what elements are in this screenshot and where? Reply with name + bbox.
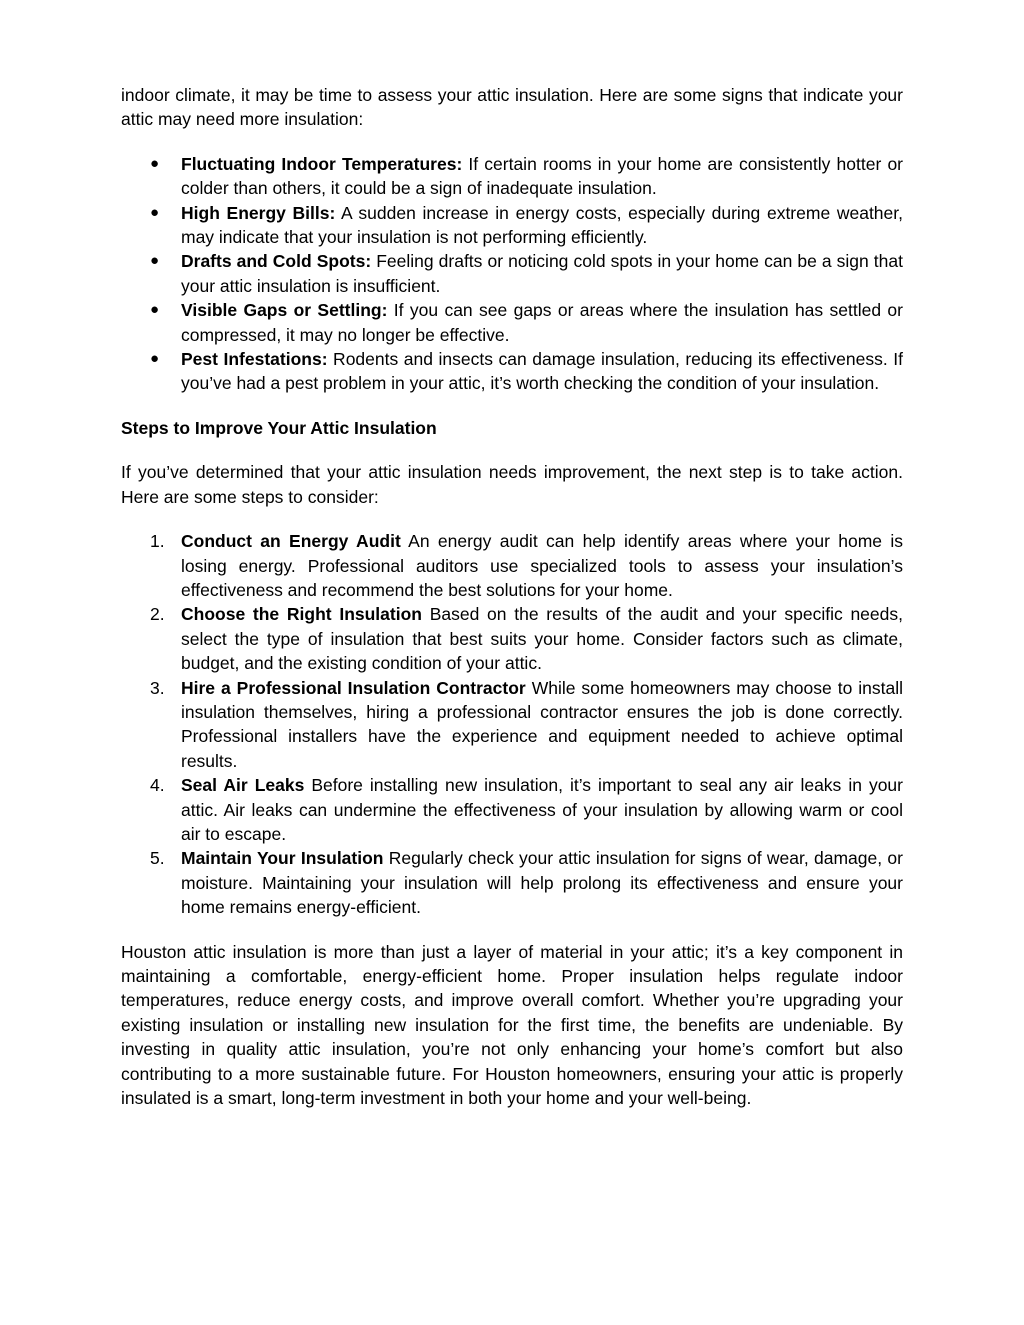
list-item — [121, 201, 903, 250]
bullet-icon: ● — [150, 350, 160, 368]
list-item — [121, 676, 903, 774]
sign-text: Feeling drafts or noticing cold spots in your home can be a sign that your attic insulation is insufficient. — [181, 251, 903, 296]
step-text: Before installing new insulation, it’s important to seal any air leaks in your attic. Air leaks can undermine the effectiveness of your insulation by allowing warm or cool air to escape. — [181, 775, 903, 844]
step-text: Regularly check your attic insulation for signs of wear, damage, or moisture. Maintaining your insulation will help prolong its effectiveness and ensure your home remains energy-efficient. — [181, 848, 903, 918]
sign-title: Fluctuating Indoor Temperatures: — [181, 153, 463, 174]
step-title: Maintain Your Insulation — [181, 848, 384, 869]
bullet-icon: ● — [150, 154, 160, 172]
sign-title: High Energy Bills: — [181, 202, 336, 223]
step-title: Conduct an Energy Audit — [181, 531, 401, 552]
list-item — [121, 152, 903, 201]
sign-text: If certain rooms in your home are consistently hotter or colder than others, it could be a sign of inadequate insulation. — [181, 153, 904, 199]
step-title: Hire a Professional Insulation Contractor — [181, 677, 526, 698]
step-number: 2. — [150, 604, 165, 625]
bullet-icon: ● — [150, 252, 160, 270]
bullet-icon: ● — [150, 301, 160, 319]
list-item — [121, 602, 903, 675]
sign-text: A sudden increase in energy costs, especially during extreme weather, may indicate that your insulation is not performing efficiently. — [181, 202, 903, 248]
step-number: 5. — [150, 848, 165, 869]
document-page — [121, 83, 903, 1110]
bullet-icon: ● — [150, 203, 160, 221]
list-item — [121, 529, 903, 602]
steps-list — [121, 529, 903, 920]
section-heading: Steps to Improve Your Attic Insulation — [121, 417, 437, 438]
intro-paragraph: indoor climate, it may be time to assess your attic insulation. Here are some signs that indicate your attic may need more insulation: — [121, 85, 903, 130]
list-item — [121, 773, 903, 846]
step-text: An energy audit can help identify areas where your home is losing energy. Professional auditors use specialized tools to assess your insulation’s effectiveness and recommend the best solutions for your home. — [181, 531, 903, 600]
step-number: 3. — [150, 677, 165, 698]
step-text: Based on the results of the audit and your specific needs, select the type of insulation that best suits your home. Consider factors such as climate, budget, and the existing condition of your attic. — [181, 604, 903, 674]
step-number: 4. — [150, 775, 165, 796]
step-text: While some homeowners may choose to install insulation themselves, hiring a professional contractor ensures the job is done correctly. Professional installers have the experience and equipment needed to achieve optimal results. — [181, 677, 903, 771]
sign-text: Rodents and insects can damage insulation, reducing its effectiveness. If you’ve had a pest problem in your attic, it’s worth checking the condition of your insulation. — [181, 349, 903, 394]
list-item — [121, 249, 903, 298]
sign-text: If you can see gaps or areas where the insulation has settled or compressed, it may no longer be effective. — [181, 300, 903, 345]
list-item — [121, 298, 903, 347]
list-item — [121, 846, 903, 919]
sign-title: Drafts and Cold Spots: — [181, 251, 372, 272]
conclusion-paragraph: Houston attic insulation is more than just a layer of material in your attic; it’s a key component in maintaining a comfortable, energy-efficient home. Proper insulation helps regulate indoor temperatures, reduce energy costs, and improve overall comfort. Whether you’re upgrading your existing insulation or installing new insulation for the first time, the benefits are undeniable. By investing in quality attic insulation, you’re not only enhancing your home’s comfort but also contributing to a more sustainable future. For Houston homeowners, ensuring your attic is properly insulated is a smart, long-term investment in both your home and your well-being. — [121, 941, 903, 1109]
signs-list — [121, 152, 903, 396]
list-item — [121, 347, 903, 396]
sign-title: Visible Gaps or Settling: — [181, 300, 388, 321]
lead-paragraph: If you’ve determined that your attic insulation needs improvement, the next step is to take action. Here are some steps to consider: — [121, 462, 903, 507]
step-title: Seal Air Leaks — [181, 775, 305, 796]
sign-title: Pest Infestations: — [181, 349, 328, 370]
step-number: 1. — [150, 531, 165, 552]
step-title: Choose the Right Insulation — [181, 604, 422, 625]
